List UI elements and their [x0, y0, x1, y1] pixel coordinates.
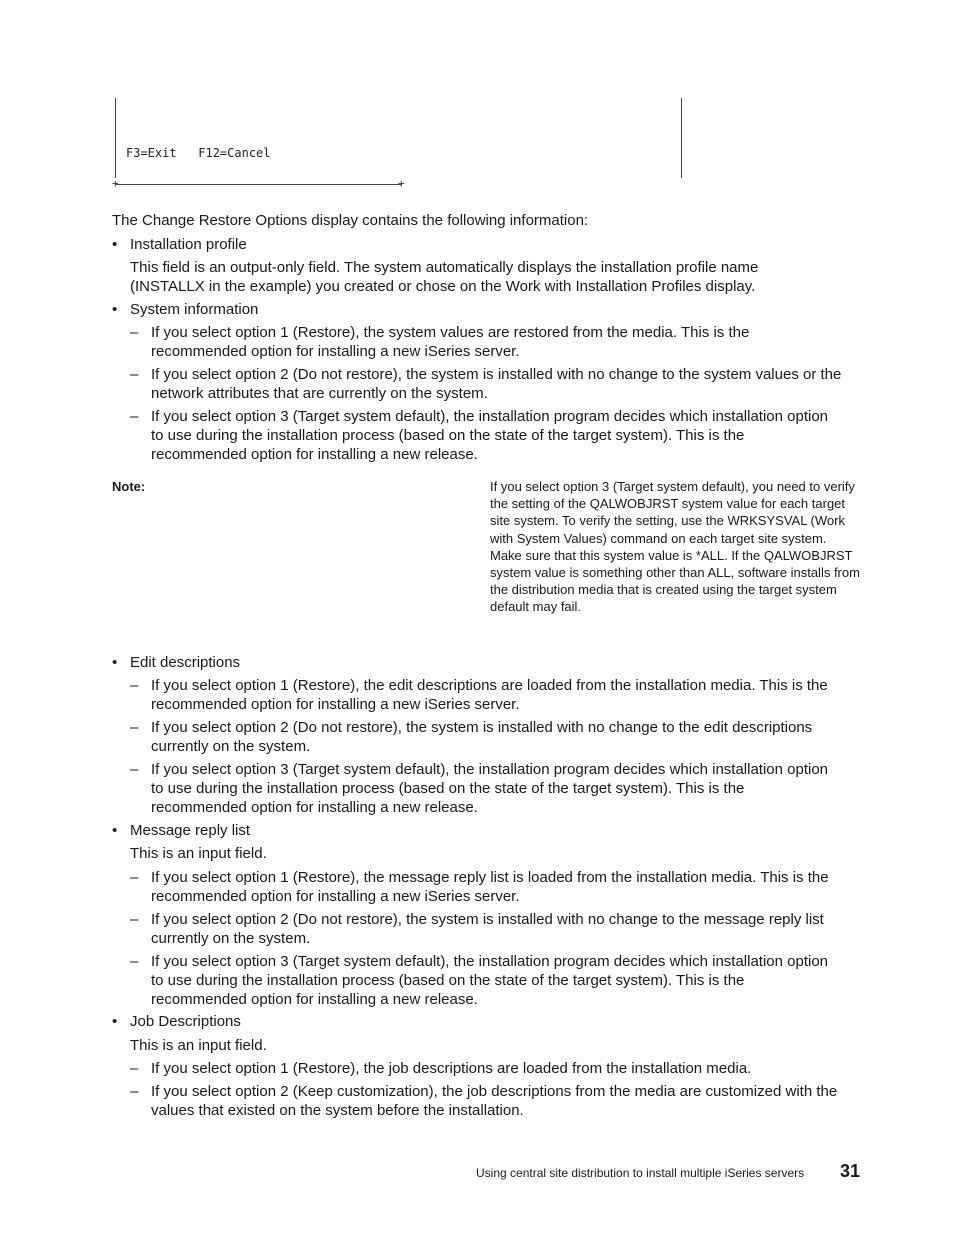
dash-edit-desc-3: – — [130, 761, 139, 778]
terminal-screen-fragment — [112, 96, 687, 191]
dash-reply-list-1: – — [130, 869, 139, 886]
intro-paragraph: The Change Restore Options display contains the following information: — [112, 212, 589, 229]
dash-job-desc-2: – — [130, 1083, 139, 1100]
page-footer-title: Using central site distribution to install multiple iSeries servers — [476, 1166, 805, 1180]
note-label: Note: — [112, 479, 146, 494]
bullet-system-information: • — [112, 301, 118, 318]
reply-list-option-2: If you select option 2 (Do not restore), the system is installed with no change to the message reply list currently on the system. — [151, 911, 824, 947]
bullet-installation-profile: • — [112, 236, 118, 253]
section-title-message-reply-list: Message reply list — [130, 822, 251, 839]
note-text: If you select option 3 (Target system default), you need to verify the setting of the QALWOBJRST system value for each target site system. To verify the setting, use the WRKSYSVAL (Work with System Values) command on each target site system. Make sure that this system value is *ALL. If the QALWOBJRST system value is something other than ALL, software installs from the distribution media that is created using the target system default may fail. — [490, 479, 860, 615]
dash-reply-list-2: – — [130, 911, 139, 928]
bullet-edit-descriptions: • — [112, 654, 118, 671]
page-number: 31 — [840, 1161, 861, 1181]
screen-left-border — [115, 98, 116, 178]
bullet-message-reply-list: • — [112, 822, 118, 839]
edit-desc-option-1: If you select option 1 (Restore), the edit descriptions are loaded from the installation media. This is the recommended option for installing a new iSeries server. — [151, 677, 828, 713]
edit-desc-option-3: If you select option 3 (Target system default), the installation program decides which installation option to use during the installation process (based on the state of the target system). This is the recommended option for installing a new release. — [151, 761, 829, 816]
system-info-option-2: If you select option 2 (Do not restore), the system is installed with no change to the system values or the network attributes that are currently on the system. — [151, 366, 842, 402]
system-info-option-3: If you select option 3 (Target system default), the installation program decides which installation option to use during the installation process (based on the state of the target system). This is the recommended option for installing a new release. — [151, 408, 829, 463]
dash-reply-list-3: – — [130, 953, 139, 970]
dash-system-info-2: – — [130, 366, 139, 383]
function-keys-line: F3=Exit F12=Cancel — [126, 146, 271, 160]
screen-corner-left: + — [112, 177, 119, 190]
reply-list-option-1: If you select option 1 (Restore), the message reply list is loaded from the installation media. This is the recommended option for installing a new iSeries server. — [151, 869, 829, 905]
job-descriptions-description: This is an input field. — [130, 1037, 267, 1054]
section-title-edit-descriptions: Edit descriptions — [130, 654, 241, 671]
message-reply-list-description: This is an input field. — [130, 845, 267, 862]
edit-desc-option-2: If you select option 2 (Do not restore), the system is installed with no change to the edit descriptions currently on the system. — [151, 719, 813, 755]
dash-edit-desc-1: – — [130, 677, 139, 694]
job-desc-option-2: If you select option 2 (Keep customization), the job descriptions from the media are customized with the values that existed on the system before the installation. — [151, 1083, 838, 1119]
screen-right-border — [681, 98, 682, 178]
dash-system-info-3: – — [130, 408, 139, 425]
section-title-job-descriptions: Job Descriptions — [130, 1013, 241, 1030]
screen-corner-right: + — [398, 177, 405, 190]
installation-profile-description: This field is an output-only field. The system automatically displays the installation profile name (INSTALLX in the example) you created or chose on the Work with Installation Profiles display. — [130, 259, 759, 295]
section-title-installation-profile: Installation profile — [130, 236, 247, 253]
bullet-job-descriptions: • — [112, 1013, 118, 1030]
section-title-system-information: System information — [130, 301, 259, 318]
dash-edit-desc-2: – — [130, 719, 139, 736]
system-info-option-1: If you select option 1 (Restore), the system values are restored from the media. This is the recommended option for installing a new iSeries server. — [151, 324, 750, 360]
screen-bottom-border — [116, 184, 402, 185]
dash-job-desc-1: – — [130, 1060, 139, 1077]
job-desc-option-1: If you select option 1 (Restore), the job descriptions are loaded from the installation media. — [151, 1060, 752, 1077]
reply-list-option-3: If you select option 3 (Target system default), the installation program decides which installation option to use during the installation process (based on the state of the target system). This is the recommended option for installing a new release. — [151, 953, 829, 1008]
dash-system-info-1: – — [130, 324, 139, 341]
